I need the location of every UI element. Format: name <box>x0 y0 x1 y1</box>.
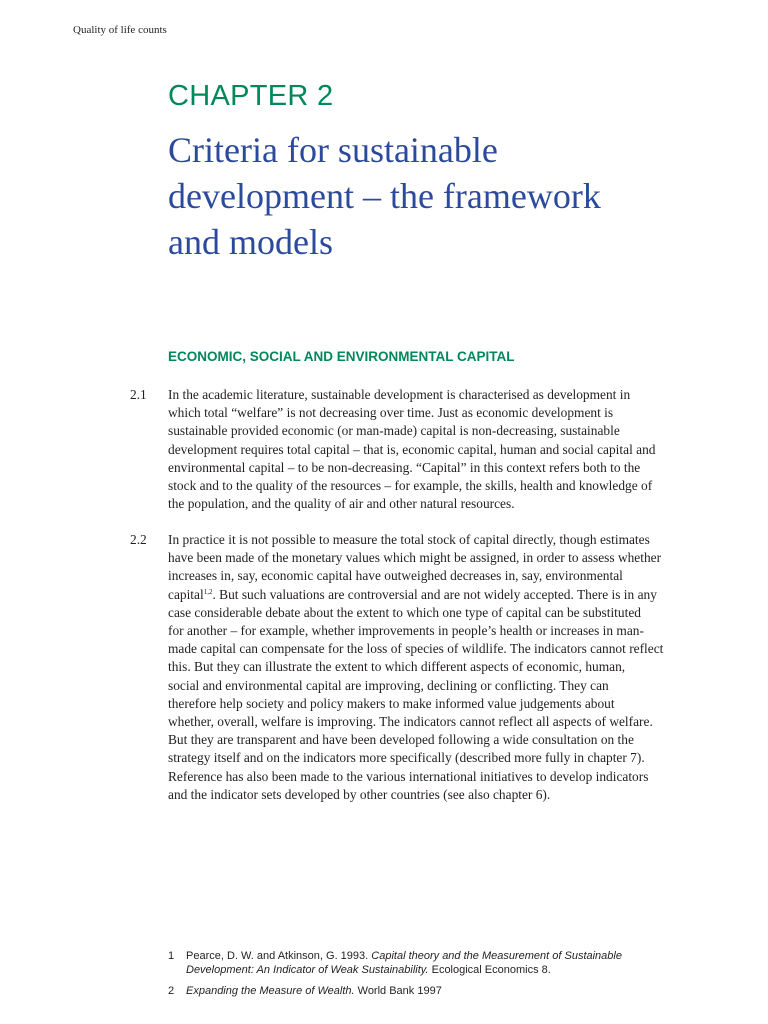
footnote-reference[interactable]: 1,2 <box>203 587 213 596</box>
paragraph <box>130 386 700 513</box>
paragraph-line: and the indicator sets developed by other countries (see also chapter 6). <box>168 786 551 802</box>
paragraph-line: But they are transparent and have been developed following a wide consultation on the <box>168 732 634 748</box>
running-header: Quality of life counts <box>73 24 167 36</box>
paragraph-line: therefore help society and policy makers to make informed value judgements about <box>168 695 615 711</box>
footnote-line <box>186 964 728 978</box>
section-heading: ECONOMIC, SOCIAL AND ENVIRONMENTAL CAPITAL <box>168 349 515 364</box>
paragraph-line: environmental capital – to be non-decreasing. “Capital” in this context refers both to the <box>168 459 641 475</box>
footnote-title: Development: An Indicator of Weak Sustainability. <box>186 963 429 976</box>
paragraph-body <box>168 531 700 804</box>
paragraph <box>130 531 700 804</box>
paragraph-line: stock and to the quality of the resources – for example, the skills, health and knowledge of <box>168 478 653 494</box>
chapter-title-line: Criteria for sustainable <box>168 130 498 170</box>
paragraph-body <box>168 386 700 513</box>
footnotes <box>168 950 728 1007</box>
footnote <box>168 950 728 977</box>
paragraph-line: the population, and the quality of air and other natural resources. <box>168 496 515 512</box>
paragraph-line: sustainable provided economic (or man-made) capital is non-decreasing, sustainable <box>168 423 620 439</box>
paragraph-number: 2.2 <box>130 532 147 547</box>
footnote-author: Pearce, D. W. and Atkinson, G. 1993. <box>186 950 372 962</box>
paragraph-text: . But such valuations are controversial and are not widely accepted. There is in any <box>212 586 657 602</box>
paragraph-text: capital <box>168 586 204 602</box>
footnote-number: 2 <box>168 985 175 997</box>
chapter-title-line: and models <box>168 222 333 262</box>
footnote <box>168 985 728 999</box>
footnote-title: Capital theory and the Measurement of Sustainable <box>371 950 622 962</box>
paragraph-line: made capital can compensate for the loss of species of wildlife. The indicators cannot reflect <box>168 641 664 657</box>
footnote-number: 1 <box>168 950 175 962</box>
footnote-line <box>186 985 728 999</box>
paragraph-line: strategy itself and on the indicators more specifically (described more fully in chapter 7). <box>168 750 645 766</box>
paragraph-line: have been made of the monetary values which might be assigned, in order to assess whether <box>168 550 662 566</box>
footnote-title: Expanding the Measure of Wealth. <box>186 985 355 997</box>
footnote-line <box>186 950 728 964</box>
paragraph-number: 2.1 <box>130 387 147 402</box>
footnote-source: World Bank 1997 <box>354 985 442 997</box>
paragraph-line: this. But they can illustrate the extent to which different aspects of economic, human, <box>168 659 626 675</box>
paragraph-line: development requires total capital – that is, economic capital, human and social capital and <box>168 441 656 457</box>
paragraph-line: In the academic literature, sustainable development is characterised as development in <box>168 387 631 402</box>
chapter-title <box>168 127 728 265</box>
paragraph-line: In practice it is not possible to measure the total stock of capital directly, though estimates <box>168 532 650 547</box>
paragraph-line: which total “welfare” is not decreasing over time. Just as economic development is <box>168 405 614 421</box>
paragraph-line: whether, overall, welfare is improving. The indicators cannot reflect all aspects of welfare. <box>168 714 653 730</box>
paragraph-line: case considerable debate about the extent to which one type of capital can be substituted <box>168 604 641 620</box>
chapter-title-line: development – the framework <box>168 176 601 216</box>
paragraph-line: Reference has also been made to the various international initiatives to develop indicators <box>168 768 649 784</box>
paragraph-line: for another – for example, whether improvements in people’s health or increases in man- <box>168 623 644 639</box>
footnote-source: Ecological Economics 8. <box>428 963 551 976</box>
paragraph-line-with-footnote <box>168 586 700 604</box>
paragraph-line: social and environmental capital are improving, declining or conflicting. They can <box>168 677 609 693</box>
paragraph-line: increases in, say, economic capital have outweighed decreases in, say, environmental <box>168 568 623 584</box>
chapter-label: CHAPTER 2 <box>168 80 334 112</box>
